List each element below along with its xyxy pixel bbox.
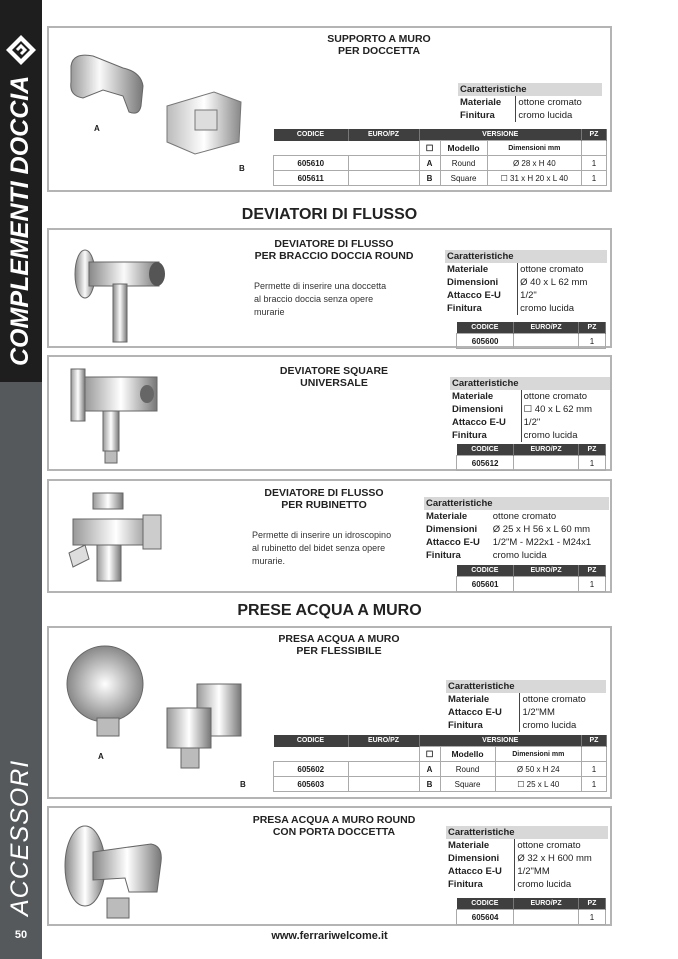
product-title: DEVIATORE SQUARE UNIVERSALE (279, 365, 389, 389)
table-row: 605611 B Square ☐ 31 x H 20 x L 40 1 (274, 171, 607, 186)
features-table: Caratteristiche Materiale ottone cromato Dimensioni ☐ 40 x L 62 mm Attacco E-U 1/2" Finitura cromo lucida (450, 377, 610, 442)
features-table: Caratteristiche Materiale ottone cromato Dimensioni Ø 32 x H 600 mm Attacco E-U 1/2"MM Finitura cromo lucida (446, 826, 608, 891)
feat-label: Finitura (460, 110, 495, 121)
product-description: Permette di inserire un idroscopino al rubinetto del bidet senza opere murarie. (252, 530, 392, 566)
table-row: 605602 A Round Ø 50 x H 24 1 (274, 762, 607, 777)
product-card-presa-round (47, 806, 612, 926)
features-header: Caratteristiche (458, 83, 602, 96)
label-b: B (240, 780, 246, 789)
feat-label: Materiale (460, 97, 502, 108)
features-table: Caratteristiche Materiale ottone cromato Dimensioni Ø 40 x L 62 mm Attacco E-U 1/2" Finitura cromo lucida (445, 250, 607, 315)
product-description: Permette di inserire una doccetta al braccio doccia senza opere murarie (254, 281, 387, 317)
product-title: PRESA ACQUA A MURO ROUND CON PORTA DOCCETTA (252, 814, 416, 838)
features-table: Caratteristiche Materiale ottone cromato Dimensioni Ø 25 x H 56 x L 60 mm Attacco E-U 1/2"M - M22x1 - M24x1 Finitura cromo lucida (424, 497, 609, 562)
ferrari-logo-icon (5, 34, 37, 66)
section-heading-prese: PRESE ACQUA A MURO (237, 602, 422, 619)
product-title (249, 33, 509, 57)
sub-dimensioni: Dimensioni mm (487, 141, 581, 156)
code-table: CODICE EURO/PZ PZ 605601 1 (456, 565, 606, 592)
title-line-2: PER BRACCIO DOCCIA ROUND (254, 250, 414, 262)
col-europz: EURO/PZ (348, 129, 419, 141)
product-photo-b (157, 680, 247, 775)
sidebar (0, 0, 42, 959)
product-card-deviatore-round (47, 228, 612, 348)
page-number: 50 (14, 929, 28, 941)
product-photo (71, 240, 171, 345)
product-photo (69, 363, 169, 468)
product-card-deviatore-square (47, 355, 612, 471)
product-card-deviatore-rubinetto (47, 479, 612, 593)
section-heading-deviatori: DEVIATORI DI FLUSSO (241, 206, 418, 223)
feat-value: ottone cromato (516, 96, 602, 109)
code-table: CODICE EURO/PZ PZ 605604 1 (456, 898, 606, 925)
code-table: CODICE EURO/PZ VERSIONE PZ ☐ Modello Dimensioni mm 605602 A Round Ø 50 x H 24 1 605603 B Square ☐ 25 x L 40 1 (273, 735, 607, 792)
checkbox-icon: ☐ (419, 141, 440, 156)
table-row: 605600 1 (457, 334, 606, 349)
col-codice: CODICE (274, 129, 349, 141)
title-line-1: SUPPORTO A MURO (327, 33, 431, 45)
product-title (234, 238, 434, 262)
table-row: 605603 B Square ☐ 25 x L 40 1 (274, 777, 607, 792)
code-table: CODICE EURO/PZ PZ 605612 1 (456, 444, 606, 471)
col-versione: VERSIONE (419, 129, 582, 141)
features-table: Caratteristiche Materiale ottone cromato Attacco E-U 1/2"MM Finitura cromo lucida (446, 680, 606, 732)
product-card-presa-flessibile (47, 626, 612, 799)
sidebar-section-label: ACCESSORI (6, 759, 34, 916)
code-table (273, 129, 607, 186)
label-b: B (239, 164, 245, 173)
product-photo-a (63, 640, 153, 740)
product-card-supporto (47, 26, 612, 192)
feat-value: cromo lucida (516, 109, 602, 122)
col-pz: PZ (582, 129, 607, 141)
features-table (458, 83, 602, 122)
table-row: 605601 1 (457, 577, 606, 592)
footer-url[interactable]: www.ferrariwelcome.it (271, 930, 388, 942)
product-photo (59, 822, 169, 924)
code-table: CODICE EURO/PZ PZ 605600 1 (456, 322, 606, 349)
label-a: A (94, 124, 100, 133)
label-a: A (98, 752, 104, 761)
sidebar-category-label: COMPLEMENTI DOCCIA (6, 75, 34, 366)
table-row: 605612 1 (457, 456, 606, 471)
title-line-1: DEVIATORE DI FLUSSO (274, 238, 394, 250)
product-title: PRESA ACQUA A MURO PER FLESSIBILE (278, 633, 400, 657)
sub-modello: Modello (440, 141, 487, 156)
product-photo-b (159, 88, 249, 158)
product-photo-a (63, 46, 153, 126)
product-title: DEVIATORE DI FLUSSO PER RUBINETTO (264, 487, 384, 511)
table-row: 605604 1 (457, 910, 606, 925)
table-row: 605610 A Round Ø 28 x H 40 1 (274, 156, 607, 171)
title-line-2: PER DOCCETTA (337, 45, 421, 57)
product-photo (63, 489, 173, 589)
checkbox-icon: ☐ (419, 747, 440, 762)
